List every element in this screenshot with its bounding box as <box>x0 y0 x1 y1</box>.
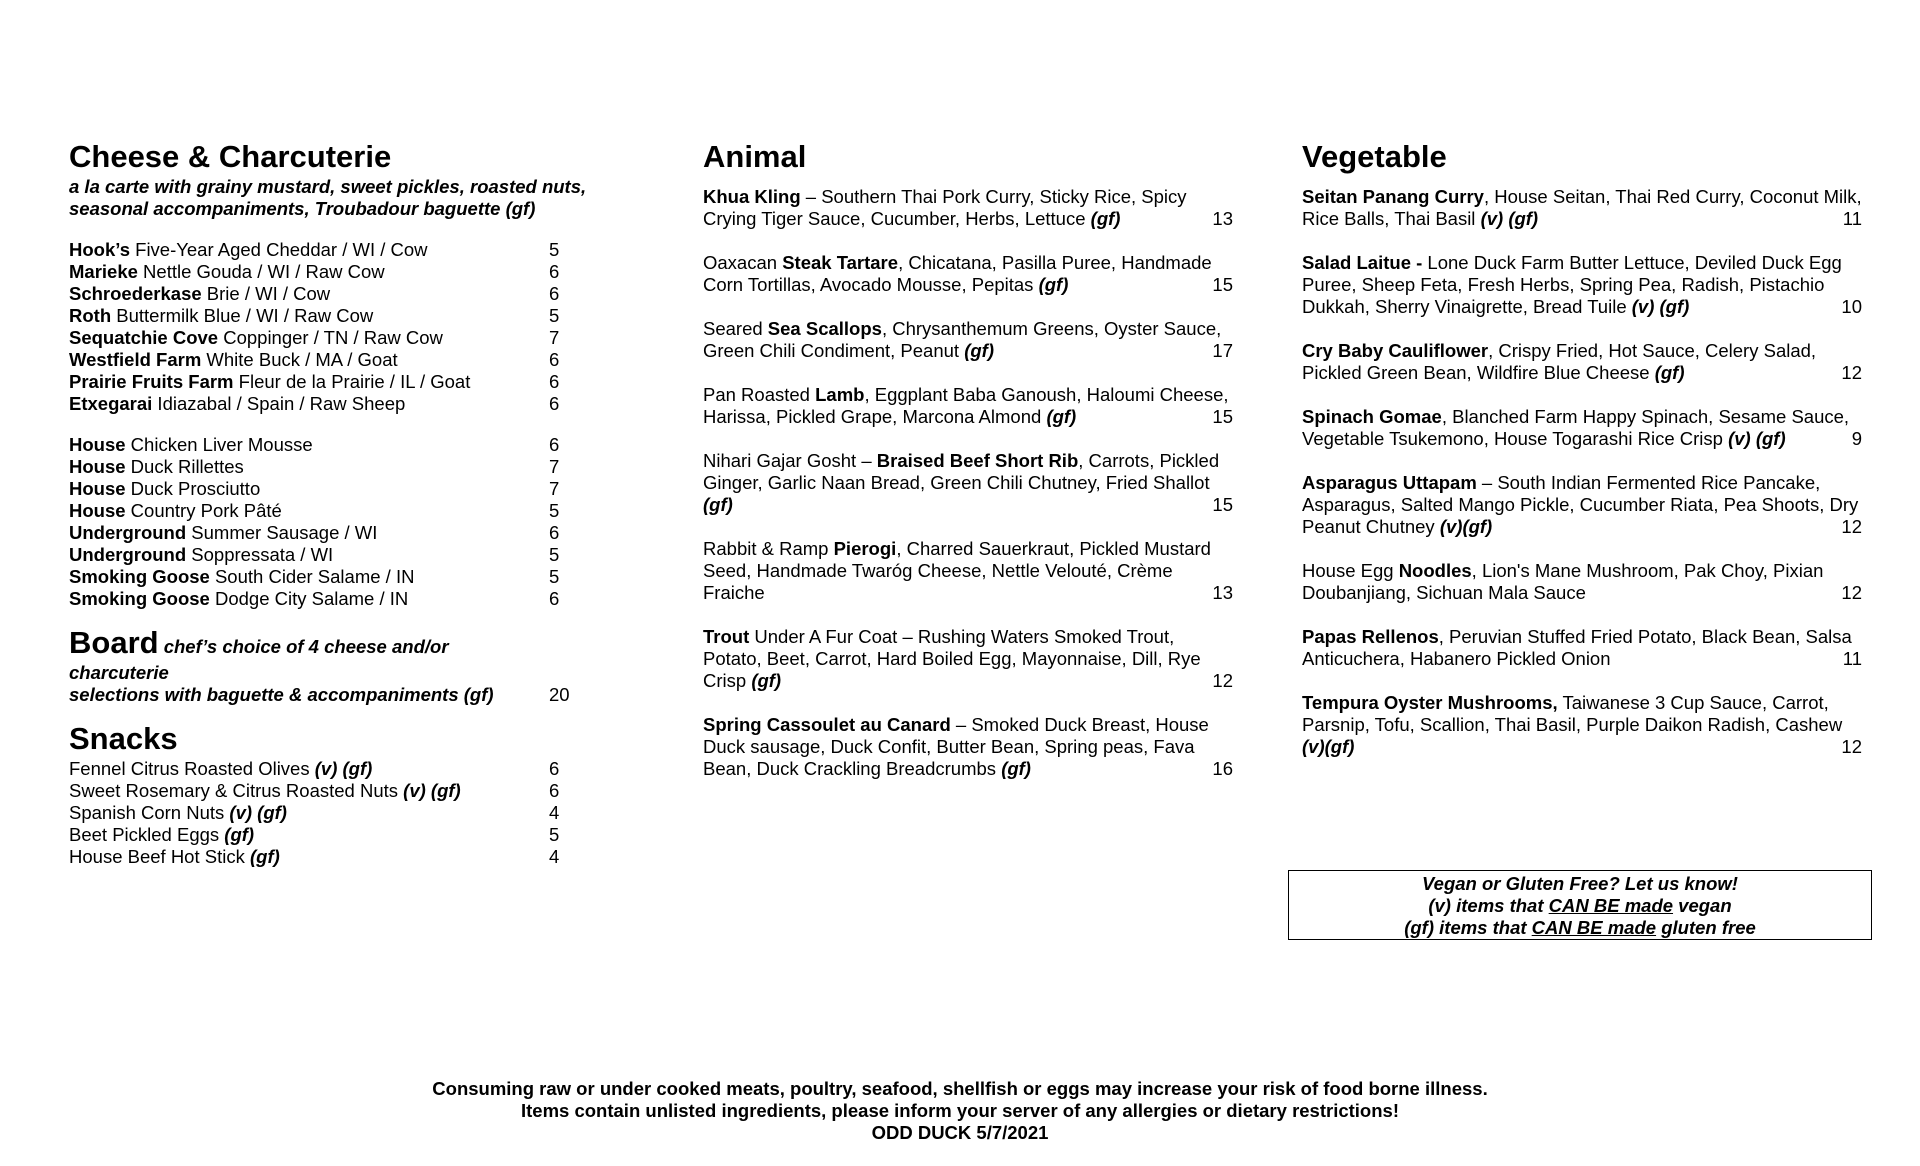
charcuterie-item <box>69 522 629 544</box>
animal-dish <box>703 538 1233 604</box>
vegetable-dish-desc: , Peruvian Stuffed Fried Potato, Black Bean, Salsa Anticuchera, Habanero Pickled Onion <box>1302 626 1852 669</box>
cheese-section-title: Cheese & Charcuterie <box>69 139 392 174</box>
charcuterie-item-maker: Smoking Goose <box>69 566 210 587</box>
animal-dish <box>703 450 1233 516</box>
cheese-item <box>69 261 629 283</box>
cheese-item-desc: Coppinger / TN / Raw Cow <box>218 327 443 348</box>
cheese-item-desc: Nettle Gouda / WI / Raw Cow <box>137 261 385 282</box>
charcuterie-item-price: 5 <box>549 544 560 565</box>
board-section <box>69 624 629 706</box>
animal-dish <box>703 186 1233 230</box>
vegetable-dish-desc: , House Seitan, Thai Red Curry, Coconut Milk, Rice Balls, Thai Basil <box>1302 186 1862 229</box>
snack-item <box>69 824 629 846</box>
charcuterie-item-name <box>69 588 549 610</box>
dietary-notice-line3: (gf) items that CAN BE made gluten free <box>1404 917 1756 938</box>
board-price: 20 <box>549 684 570 705</box>
cheese-item <box>69 305 629 327</box>
cheese-section-subtitle: a la carte with grainy mustard, sweet pickles, roasted nuts, seasonal accompaniments, Troubadour baguette (gf) <box>69 176 587 219</box>
cheese-item-maker: Schroederkase <box>69 283 202 304</box>
vegetable-dish <box>1302 340 1862 384</box>
cheese-item-price: 5 <box>549 239 560 260</box>
charcuterie-item-price: 6 <box>549 522 560 543</box>
cheese-item-maker: Roth <box>69 305 112 326</box>
cheese-item-maker: Westfield Farm <box>69 349 202 370</box>
charcuterie-item-desc: Dodge City Salame / IN <box>209 588 409 609</box>
cheese-item <box>69 349 629 371</box>
animal-dish <box>703 318 1233 362</box>
vegetable-dish-title: Seitan Panang Curry <box>1302 186 1484 207</box>
charcuterie-item <box>69 544 629 566</box>
cheese-item-desc: Five-Year Aged Cheddar / WI / Cow <box>130 239 428 260</box>
charcuterie-item-maker: House <box>69 478 126 499</box>
vegetable-dish-price: 12 <box>1841 582 1862 603</box>
charcuterie-item <box>69 566 629 588</box>
charcuterie-item-price: 5 <box>549 500 560 521</box>
snacks-list <box>69 758 629 868</box>
animal-dish-prefix: Nihari Gajar Gosht – <box>703 450 877 471</box>
cheese-item-name <box>69 371 549 393</box>
cheese-item-desc: White Buck / MA / Goat <box>201 349 398 370</box>
charcuterie-item-maker: House <box>69 500 126 521</box>
charcuterie-item-price: 7 <box>549 478 560 499</box>
charcuterie-item-price: 6 <box>549 434 560 455</box>
animal-dish-desc: , Chrysanthemum Greens, Oyster Sauce, Green Chili Condiment, Peanut <box>703 318 1222 361</box>
animal-dish-title: Steak Tartare <box>782 252 899 273</box>
animal-column <box>703 138 1233 802</box>
animal-dish-price: 15 <box>1212 274 1233 295</box>
cheese-item-price: 6 <box>549 283 560 304</box>
board-desc-line1: chef’s choice of 4 cheese and/or charcuterie <box>69 636 449 683</box>
cheese-item-maker: Marieke <box>69 261 138 282</box>
charcuterie-item-name <box>69 478 549 500</box>
snack-price: 6 <box>549 780 560 801</box>
charcuterie-item-name <box>69 522 549 544</box>
animal-dish-price: 13 <box>1212 582 1233 603</box>
animal-dish <box>703 384 1233 428</box>
vegetable-dish-price: 9 <box>1851 428 1862 449</box>
snack-price: 4 <box>549 846 560 867</box>
cheese-item-price: 6 <box>549 261 560 282</box>
animal-dish-diet-tag: (gf) <box>964 340 994 361</box>
animal-dish-diet-tag: (gf) <box>1046 406 1077 427</box>
animal-dish-price: 13 <box>1212 208 1233 229</box>
snack-diet-tag: (v) (gf) <box>314 758 373 779</box>
dietary-notice-box <box>1288 870 1872 940</box>
cheese-item-name <box>69 305 549 327</box>
vegetable-dish-price: 12 <box>1841 516 1862 537</box>
dietary-notice-line2: (v) items that CAN BE made vegan <box>1428 895 1732 916</box>
charcuterie-item-maker: House <box>69 434 126 455</box>
vegetable-dish-diet-tag: (gf) <box>1654 362 1685 383</box>
snack-name: Spanish Corn Nuts <box>69 802 230 823</box>
charcuterie-item-price: 7 <box>549 456 560 477</box>
animal-dish-diet-tag: (gf) <box>1001 758 1031 779</box>
charcuterie-item-price: 5 <box>549 566 560 587</box>
snack-item <box>69 846 629 868</box>
animal-dish-diet-tag: (gf) <box>1038 274 1069 295</box>
dietary-notice-line1: Vegan or Gluten Free? Let us know! <box>1422 873 1738 894</box>
charcuterie-item-name <box>69 566 549 588</box>
vegetable-dish-price: 12 <box>1841 736 1862 757</box>
snack-name: Sweet Rosemary & Citrus Roasted Nuts <box>69 780 404 801</box>
vegetable-dish-price: 11 <box>1842 208 1862 229</box>
animal-dish-diet-tag: (gf) <box>703 494 733 515</box>
vegetable-dish-diet-tag: (v)(gf) <box>1439 516 1493 537</box>
animal-dish-desc: – Southern Thai Pork Curry, Sticky Rice, Spicy Crying Tiger Sauce, Cucumber, Herbs, Lettuce <box>703 186 1187 229</box>
animal-dish-title: Khua Kling <box>703 186 801 207</box>
animal-dish-desc: Under A Fur Coat – Rushing Waters Smoked Trout, Potato, Beet, Carrot, Hard Boiled Egg, Mayonnaise, Dill, Rye Crisp <box>703 626 1201 691</box>
vegetable-dish-title: Spinach Gomae <box>1302 406 1442 427</box>
animal-dish-title: Spring Cassoulet au Canard <box>703 714 951 735</box>
cheese-item-price: 7 <box>549 327 560 348</box>
charcuterie-item <box>69 478 629 500</box>
vegetable-dish-title: Salad Laitue - <box>1302 252 1423 273</box>
charcuterie-item-maker: Underground <box>69 544 187 565</box>
animal-dish-title: Pierogi <box>833 538 897 559</box>
snack-item-name <box>69 846 549 868</box>
cheese-item-price: 6 <box>549 349 560 370</box>
animal-section-title: Animal <box>703 139 807 174</box>
snack-item-name <box>69 824 549 846</box>
cheese-item-price: 6 <box>549 393 560 414</box>
animal-dish-prefix: Pan Roasted <box>703 384 816 405</box>
animal-dish-price: 17 <box>1212 340 1233 361</box>
vegetable-dish-desc: – South Indian Fermented Rice Pancake, Asparagus, Salted Mango Pickle, Cucumber Riata, Pea Shoots, Dry Peanut Chutney <box>1302 472 1859 537</box>
charcuterie-item <box>69 434 629 456</box>
charcuterie-item-desc: Soppressata / WI <box>186 544 334 565</box>
vegetable-dish-prefix: House Egg <box>1302 560 1399 581</box>
vegetable-dish-diet-tag: (v)(gf) <box>1302 736 1355 757</box>
animal-dish-price: 15 <box>1212 494 1233 515</box>
vegetable-dish-diet-tag: (v) (gf) <box>1480 208 1539 229</box>
cheese-item-name <box>69 393 549 415</box>
cheese-item-name <box>69 239 549 261</box>
vegetable-dish <box>1302 626 1862 670</box>
snack-item <box>69 758 629 780</box>
charcuterie-item <box>69 456 629 478</box>
animal-dish-diet-tag: (gf) <box>751 670 782 691</box>
cheese-item-desc: Brie / WI / Cow <box>201 283 331 304</box>
animal-dish-desc: , Chicatana, Pasilla Puree, Handmade Corn Tortillas, Avocado Mousse, Pepitas <box>703 252 1212 295</box>
charcuterie-list <box>69 434 629 610</box>
vegetable-list <box>1302 186 1872 758</box>
charcuterie-item-desc: Duck Prosciutto <box>125 478 261 499</box>
animal-dish-desc: , Carrots, Pickled Ginger, Garlic Naan Bread, Green Chili Chutney, Fried Shallot <box>703 450 1220 493</box>
vegetable-dish-title: Noodles <box>1398 560 1472 581</box>
vegetable-dish <box>1302 406 1862 450</box>
charcuterie-item-name <box>69 456 549 478</box>
animal-dish-desc: , Eggplant Baba Ganoush, Haloumi Cheese, Harissa, Pickled Grape, Marcona Almond <box>703 384 1229 427</box>
cheese-item-name <box>69 327 549 349</box>
charcuterie-item-desc: South Cider Salame / IN <box>209 566 415 587</box>
snack-diet-tag: (gf) <box>224 824 255 845</box>
snack-name: Fennel Citrus Roasted Olives <box>69 758 315 779</box>
charcuterie-item-desc: Chicken Liver Mousse <box>125 434 313 455</box>
cheese-column <box>69 138 629 868</box>
board-desc-line2: selections with baguette & accompaniments (gf) <box>69 684 494 705</box>
charcuterie-item-name <box>69 544 549 566</box>
vegetable-dish <box>1302 560 1862 604</box>
snack-item-name <box>69 758 549 780</box>
cheese-item-desc: Idiazabal / Spain / Raw Sheep <box>152 393 406 414</box>
animal-dish <box>703 626 1233 692</box>
vegetable-section-title: Vegetable <box>1302 139 1447 174</box>
vegetable-dish-desc: , Blanched Farm Happy Spinach, Sesame Sauce, Vegetable Tsukemono, House Togarashi Rice Crisp <box>1302 406 1850 449</box>
snacks-section-title: Snacks <box>69 721 178 756</box>
snack-price: 4 <box>549 802 560 823</box>
animal-dish-diet-tag: (gf) <box>1090 208 1121 229</box>
cheese-item-name <box>69 349 549 371</box>
snack-name: Beet Pickled Eggs <box>69 824 225 845</box>
cheese-item <box>69 327 629 349</box>
snack-price: 5 <box>549 824 560 845</box>
cheese-item-name <box>69 283 549 305</box>
animal-dish <box>703 714 1233 780</box>
vegetable-dish-desc: , Crispy Fried, Hot Sauce, Celery Salad, Pickled Green Bean, Wildfire Blue Cheese <box>1302 340 1817 383</box>
cheese-item-price: 6 <box>549 371 560 392</box>
vegetable-dish-price: 10 <box>1841 296 1862 317</box>
animal-dish-prefix: Oaxacan <box>703 252 783 273</box>
cheese-item <box>69 393 629 415</box>
charcuterie-item-maker: House <box>69 456 126 477</box>
cheese-item <box>69 283 629 305</box>
vegetable-dish-title: Papas Rellenos <box>1302 626 1439 647</box>
cheese-item-maker: Sequatchie Cove <box>69 327 219 348</box>
footer-line3: ODD DUCK 5/7/2021 <box>871 1122 1049 1143</box>
animal-dish <box>703 252 1233 296</box>
cheese-list <box>69 239 629 415</box>
vegetable-dish-desc: Lone Duck Farm Butter Lettuce, Deviled Duck Egg Puree, Sheep Feta, Fresh Herbs, Spring Pea, Radish, Pistachio Dukkah, Sherry Vinaigrette, Bread Tuile <box>1302 252 1842 317</box>
vegetable-dish-title: Tempura Oyster Mushrooms, <box>1302 692 1558 713</box>
footer-disclaimer <box>0 1078 1920 1144</box>
charcuterie-item <box>69 588 629 610</box>
charcuterie-item <box>69 500 629 522</box>
cheese-item-desc: Fleur de la Prairie / IL / Goat <box>233 371 471 392</box>
cheese-item <box>69 371 629 393</box>
vegetable-dish <box>1302 186 1862 230</box>
animal-dish-price: 12 <box>1212 670 1233 691</box>
snack-diet-tag: (v) (gf) <box>403 780 461 801</box>
cheese-item-maker: Prairie Fruits Farm <box>69 371 234 392</box>
animal-list <box>703 186 1233 780</box>
cheese-item-desc: Buttermilk Blue / WI / Raw Cow <box>111 305 374 326</box>
vegetable-dish <box>1302 472 1862 538</box>
charcuterie-item-name <box>69 434 549 456</box>
snack-name: House Beef Hot Stick <box>69 846 250 867</box>
vegetable-dish-title: Asparagus Uttapam <box>1302 472 1477 493</box>
animal-dish-title: Braised Beef Short Rib <box>876 450 1079 471</box>
animal-dish-title: Trout <box>703 626 750 647</box>
snack-item-name <box>69 780 549 802</box>
snack-item-name <box>69 802 549 824</box>
snack-item <box>69 802 629 824</box>
vegetable-dish-diet-tag: (v) (gf) <box>1728 428 1786 449</box>
vegetable-dish-desc: , Lion's Mane Mushroom, Pak Choy, Pixian Doubanjiang, Sichuan Mala Sauce <box>1302 560 1824 603</box>
cheese-item-name <box>69 261 549 283</box>
vegetable-dish-desc: Taiwanese 3 Cup Sauce, Carrot, Parsnip, Tofu, Scallion, Thai Basil, Purple Daikon Radish, Cashew <box>1302 692 1843 735</box>
snack-diet-tag: (gf) <box>249 846 280 867</box>
cheese-item-maker: Hook’s <box>69 239 130 260</box>
animal-dish-title: Sea Scallops <box>767 318 882 339</box>
cheese-item <box>69 239 629 261</box>
footer-line2: Items contain unlisted ingredients, please inform your server of any allergies or dietary restrictions! <box>521 1100 1399 1121</box>
footer-line1: Consuming raw or under cooked meats, poultry, seafood, shellfish or eggs may increase your risk of food borne illness. <box>432 1078 1488 1099</box>
vegetable-dish <box>1302 692 1862 758</box>
charcuterie-item-price: 6 <box>549 588 560 609</box>
animal-dish-price: 15 <box>1212 406 1233 427</box>
animal-dish-desc: , Charred Sauerkraut, Pickled Mustard Seed, Handmade Twaróg Cheese, Nettle Velouté, Crème Fraiche <box>703 538 1211 603</box>
charcuterie-item-name <box>69 500 549 522</box>
snack-diet-tag: (v) (gf) <box>229 802 287 823</box>
cheese-item-price: 5 <box>549 305 560 326</box>
animal-dish-title: Lamb <box>815 384 865 405</box>
vegetable-dish-price: 11 <box>1842 648 1862 669</box>
vegetable-column <box>1302 138 1872 780</box>
charcuterie-item-maker: Underground <box>69 522 187 543</box>
snack-item <box>69 780 629 802</box>
snack-price: 6 <box>549 758 560 779</box>
animal-dish-prefix: Seared <box>703 318 768 339</box>
animal-dish-prefix: Rabbit & Ramp <box>703 538 834 559</box>
vegetable-dish <box>1302 252 1862 318</box>
charcuterie-item-desc: Country Pork Pâté <box>125 500 282 521</box>
charcuterie-item-desc: Duck Rillettes <box>125 456 244 477</box>
board-title: Board <box>69 625 159 660</box>
charcuterie-item-desc: Summer Sausage / WI <box>186 522 378 543</box>
vegetable-dish-title: Cry Baby Cauliflower <box>1302 340 1489 361</box>
cheese-item-maker: Etxegarai <box>69 393 153 414</box>
vegetable-dish-price: 12 <box>1841 362 1862 383</box>
vegetable-dish-diet-tag: (v) (gf) <box>1631 296 1690 317</box>
animal-dish-desc: – Smoked Duck Breast, House Duck sausage, Duck Confit, Butter Bean, Spring peas, Fava Bean, Duck Crackling Breadcrumbs <box>703 714 1209 779</box>
animal-dish-price: 16 <box>1212 758 1233 779</box>
charcuterie-item-maker: Smoking Goose <box>69 588 210 609</box>
